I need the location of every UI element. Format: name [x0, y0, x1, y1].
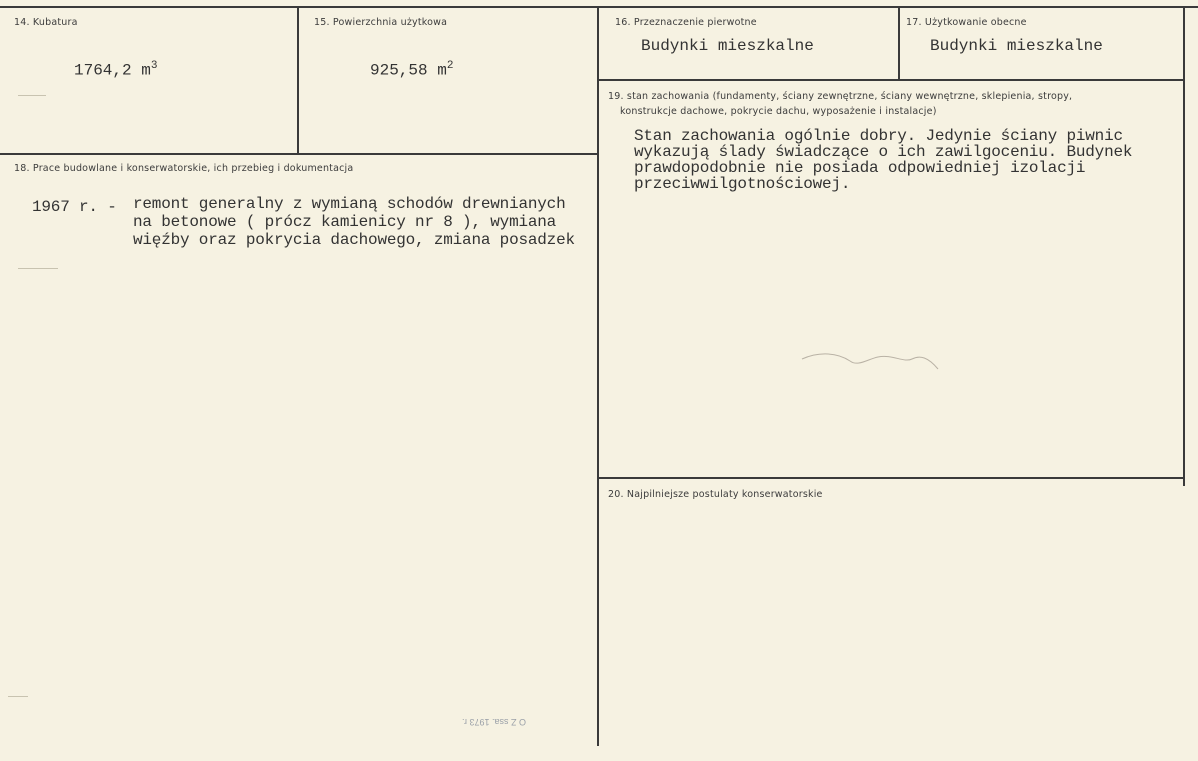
value-powierzchnia-text: 925,58 m — [370, 61, 447, 80]
value-kubatura-text: 1764,2 m — [74, 61, 151, 80]
divider-row-16-19 — [598, 79, 1185, 81]
divider-row-14-18 — [0, 153, 598, 155]
value-uzytkowanie: Budynki mieszkalne — [930, 37, 1103, 55]
prace-year: 1967 r. - — [32, 198, 117, 216]
stan-line-2: wykazują ślady świadczące o ich zawilgoceniu. Budynek — [634, 143, 1133, 161]
label-powierzchnia: 15. Powierzchnia użytkowa — [314, 17, 448, 28]
divider-left-right — [597, 8, 599, 746]
label-stan-1: 19. stan zachowania (fundamenty, ściany zewnętrzne, ściany wewnętrzne, sklepienia, stropy, — [608, 91, 1073, 102]
value-kubatura — [74, 60, 157, 79]
stan-line-4: przeciwwilgotnościowej. — [634, 175, 851, 193]
label-prace: 18. Prace budowlane i konserwatorskie, ich przebieg i dokumentacja — [14, 163, 354, 174]
pencil-mark: O Z ssa. 1973 r. — [462, 717, 527, 727]
prace-line-2: na betonowe ( prócz kamienicy nr 8 ), wymiana — [133, 213, 557, 231]
label-przeznaczenie: 16. Przeznaczenie pierwotne — [615, 17, 757, 28]
label-stan-2: konstrukcje dachowe, pokrycie dachu, wyposażenie i instalacje) — [620, 106, 937, 117]
divider-row-19-20 — [598, 477, 1185, 479]
stan-line-1: Stan zachowania ogólnie dobry. Jedynie ściany piwnic — [634, 127, 1123, 145]
value-kubatura-exp: 3 — [150, 60, 158, 72]
divider-14-15 — [297, 8, 299, 154]
value-powierzchnia — [370, 60, 453, 79]
stan-line-3: prawdopodobnie nie posiada odpowiedniej izolacji — [634, 159, 1086, 177]
divider-16-17 — [898, 8, 900, 80]
prace-line-3: więźby oraz pokrycia dachowego, zmiana posadzek — [133, 231, 575, 249]
stray-fibre — [800, 345, 950, 380]
faint-mark — [8, 696, 28, 697]
label-postulaty: 20. Najpilniejsze postulaty konserwatorskie — [608, 489, 823, 500]
top-border — [0, 6, 1198, 8]
value-powierzchnia-exp: 2 — [446, 60, 454, 72]
prace-line-1: remont generalny z wymianą schodów drewnianych — [133, 195, 566, 213]
label-kubatura: 14. Kubatura — [14, 17, 78, 28]
value-przeznaczenie: Budynki mieszkalne — [641, 37, 814, 55]
label-uzytkowanie: 17. Użytkowanie obecne — [906, 17, 1027, 28]
faint-mark — [18, 95, 46, 96]
faint-mark — [18, 268, 58, 269]
